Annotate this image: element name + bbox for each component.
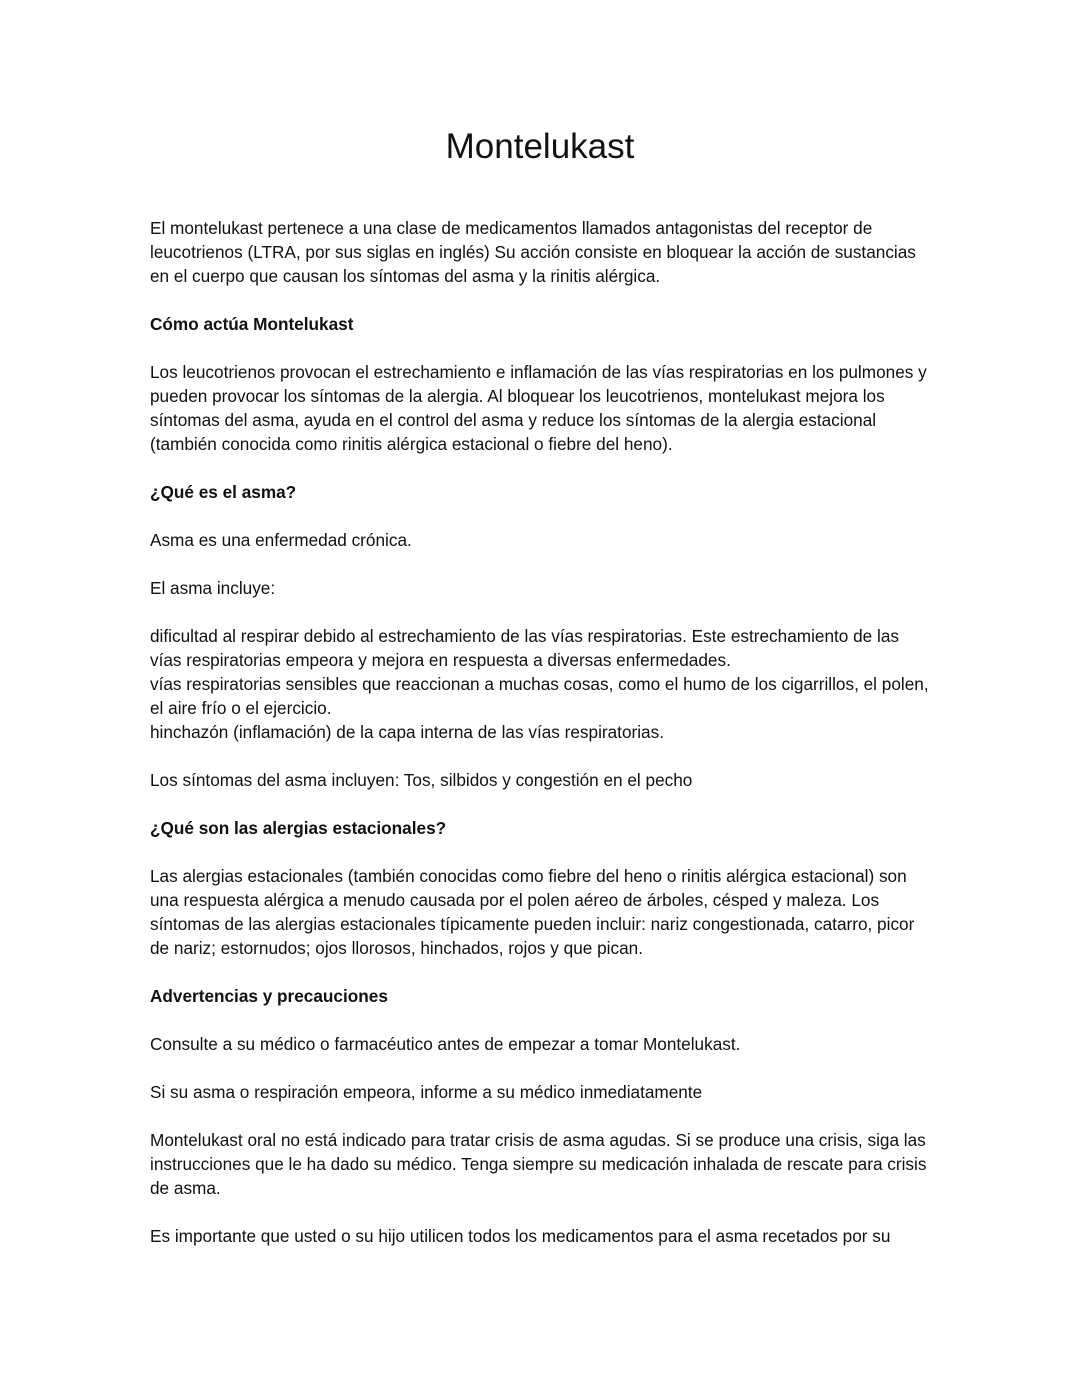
document-body xyxy=(150,216,934,1248)
asthma-item: hinchazón (inflamación) de la capa interna de las vías respiratorias. xyxy=(150,722,664,742)
section-heading-how-it-works: Cómo actúa Montelukast xyxy=(150,314,354,334)
page-title: Montelukast xyxy=(445,127,635,166)
warning-paragraph: Consulte a su médico o farmacéutico antes de empezar a tomar Montelukast. xyxy=(150,1034,741,1054)
section-heading-warnings: Advertencias y precauciones xyxy=(150,986,388,1006)
asthma-item: vías respiratorias sensibles que reaccionan a muchas cosas, como el humo de los cigarrillos, el polen, el aire frío o el ejercicio. xyxy=(150,674,929,718)
asthma-definition: Asma es una enfermedad crónica. xyxy=(150,530,412,550)
how-it-works-paragraph: Los leucotrienos provocan el estrechamiento e inflamación de las vías respiratorias en los pulmones y pueden provocar los síntomas de la alergia. Al bloquear los leucotrienos, montelukast mejora los síntomas del asma, ayuda en el control del asma y reduce los síntomas de la alergia estacional (también conocida como rinitis alérgica estacional o fiebre del heno). xyxy=(150,362,927,454)
section-heading-what-is-asthma: ¿Qué es el asma? xyxy=(150,482,297,502)
warning-paragraph: Montelukast oral no está indicado para tratar crisis de asma agudas. Si se produce una crisis, siga las instrucciones que le ha dado su médico. Tenga siempre su medicación inhalada de rescate para crisis de asma. xyxy=(150,1130,927,1198)
asthma-includes-label: El asma incluye: xyxy=(150,578,276,598)
asthma-item: dificultad al respirar debido al estrechamiento de las vías respiratorias. Este estrechamiento de las vías respiratorias empeora y mejora en respuesta a diversas enfermedades. xyxy=(150,626,899,670)
warning-paragraph: Es importante que usted o su hijo utilicen todos los medicamentos para el asma recetados por su xyxy=(150,1226,891,1246)
section-heading-seasonal-allergies: ¿Qué son las alergias estacionales? xyxy=(150,818,447,838)
intro-paragraph: El montelukast pertenece a una clase de medicamentos llamados antagonistas del receptor de leucotrienos (LTRA, por sus siglas en inglés) Su acción consiste en bloquear la acción de sustancias en el cuerpo que causan los síntomas del asma y la rinitis alérgica. xyxy=(150,218,916,286)
seasonal-allergies-paragraph: Las alergias estacionales (también conocidas como fiebre del heno o rinitis alérgica estacional) son una respuesta alérgica a menudo causada por el polen aéreo de árboles, césped y maleza. Los síntomas de las alergias estacionales típicamente pueden incluir: nariz congestionada, catarro, picor de nariz; estornudos; ojos llorosos, hinchados, rojos y que pican. xyxy=(150,866,915,958)
asthma-symptoms: Los síntomas del asma incluyen: Tos, silbidos y congestión en el pecho xyxy=(150,770,693,790)
warning-paragraph: Si su asma o respiración empeora, informe a su médico inmediatamente xyxy=(150,1082,703,1102)
